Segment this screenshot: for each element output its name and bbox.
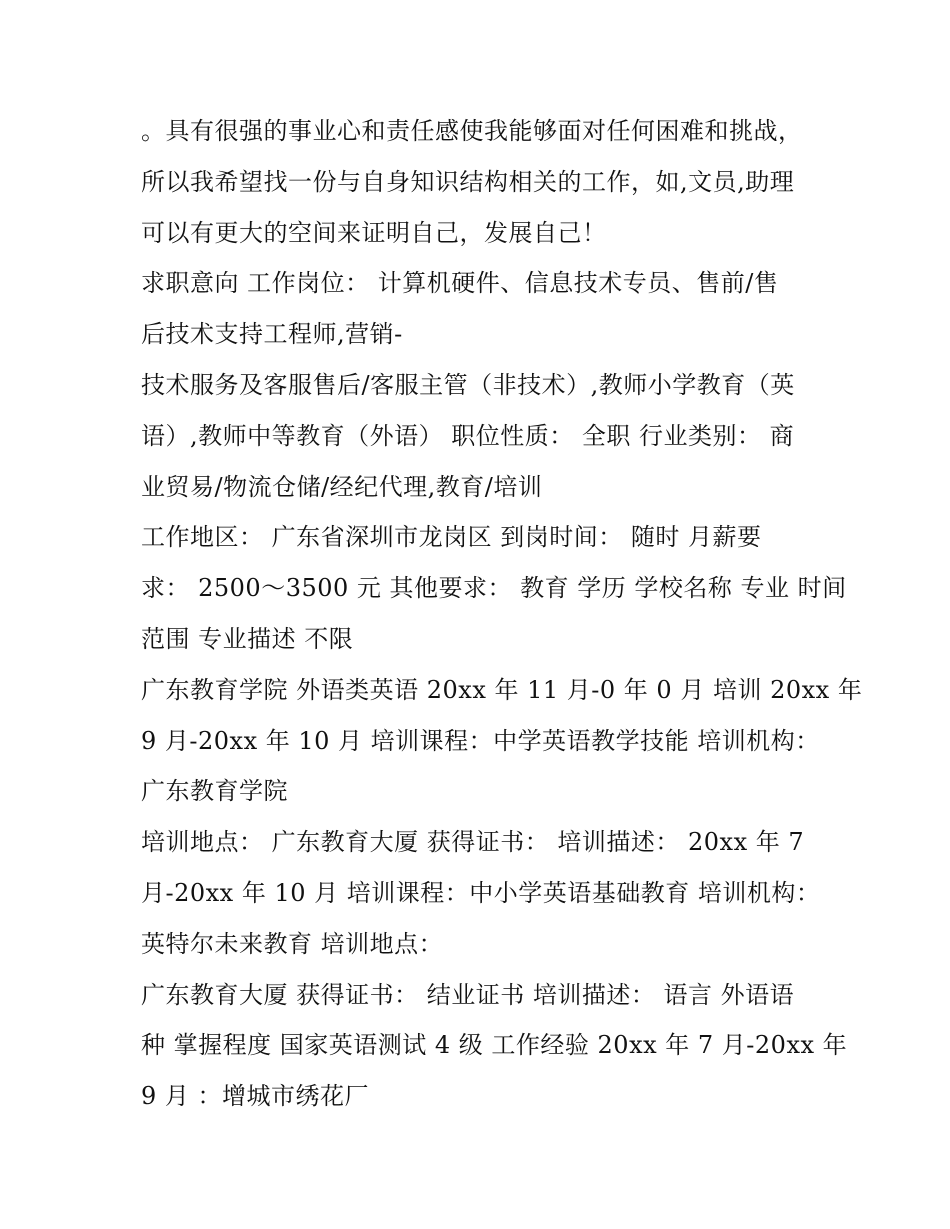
text-line: 英特尔未来教育 培训地点： xyxy=(141,929,444,958)
text-line: 广东教育学院 外语类英语 20xx 年 11 月-0 年 0 月 培训 20xx 年 xyxy=(141,675,863,704)
text-line: 业贸易/物流仓储/经纪代理,教育/培训 xyxy=(141,472,543,501)
text-line: 培训地点： 广东教育大厦 获得证书： 培训描述： 20xx 年 7 xyxy=(141,828,805,857)
text-line: 后技术支持工程师,营销- xyxy=(141,320,403,349)
text-line: 求职意向 工作岗位： 计算机硬件、信息技术专员、售前/售 xyxy=(141,269,779,298)
text-line: 范围 专业描述 不限 xyxy=(141,624,354,653)
text-line: 可以有更大的空间来证明自己，发展自己！ xyxy=(141,218,607,247)
text-line: 工作地区： 广东省深圳市龙岗区 到岗时间： 随时 月薪要 xyxy=(141,523,762,552)
text-line: 所以我希望找一份与自身知识结构相关的工作，如,文员,助理 xyxy=(141,167,795,196)
text-line: 广东教育学院 xyxy=(141,777,288,806)
document-body xyxy=(141,106,863,1122)
text-line: 9 月-20xx 年 10 月 培训课程：中学英语教学技能 培训机构： xyxy=(141,726,820,755)
text-line: 广东教育大厦 获得证书： 结业证书 培训描述： 语言 外语语 xyxy=(141,980,795,1009)
text-line: 求： 2500～3500 元 其他要求： 教育 学历 学校名称 专业 时间 xyxy=(141,574,847,603)
text-line: 语）,教师中等教育（外语） 职位性质： 全职 行业类别： 商 xyxy=(141,421,795,450)
text-line: 9 月 ：增城市绣花厂 xyxy=(141,1082,370,1111)
text-line: 。具有很强的事业心和责任感使我能够面对任何困难和挑战， xyxy=(141,117,803,145)
text-line: 种 掌握程度 国家英语测试 4 级 工作经验 20xx 年 7 月-20xx 年 xyxy=(141,1031,848,1060)
text-line: 技术服务及客服售后/客服主管（非技术）,教师小学教育（英 xyxy=(141,370,795,399)
text-line: 月-20xx 年 10 月 培训课程：中小学英语基础教育 培训机构： xyxy=(141,878,821,907)
